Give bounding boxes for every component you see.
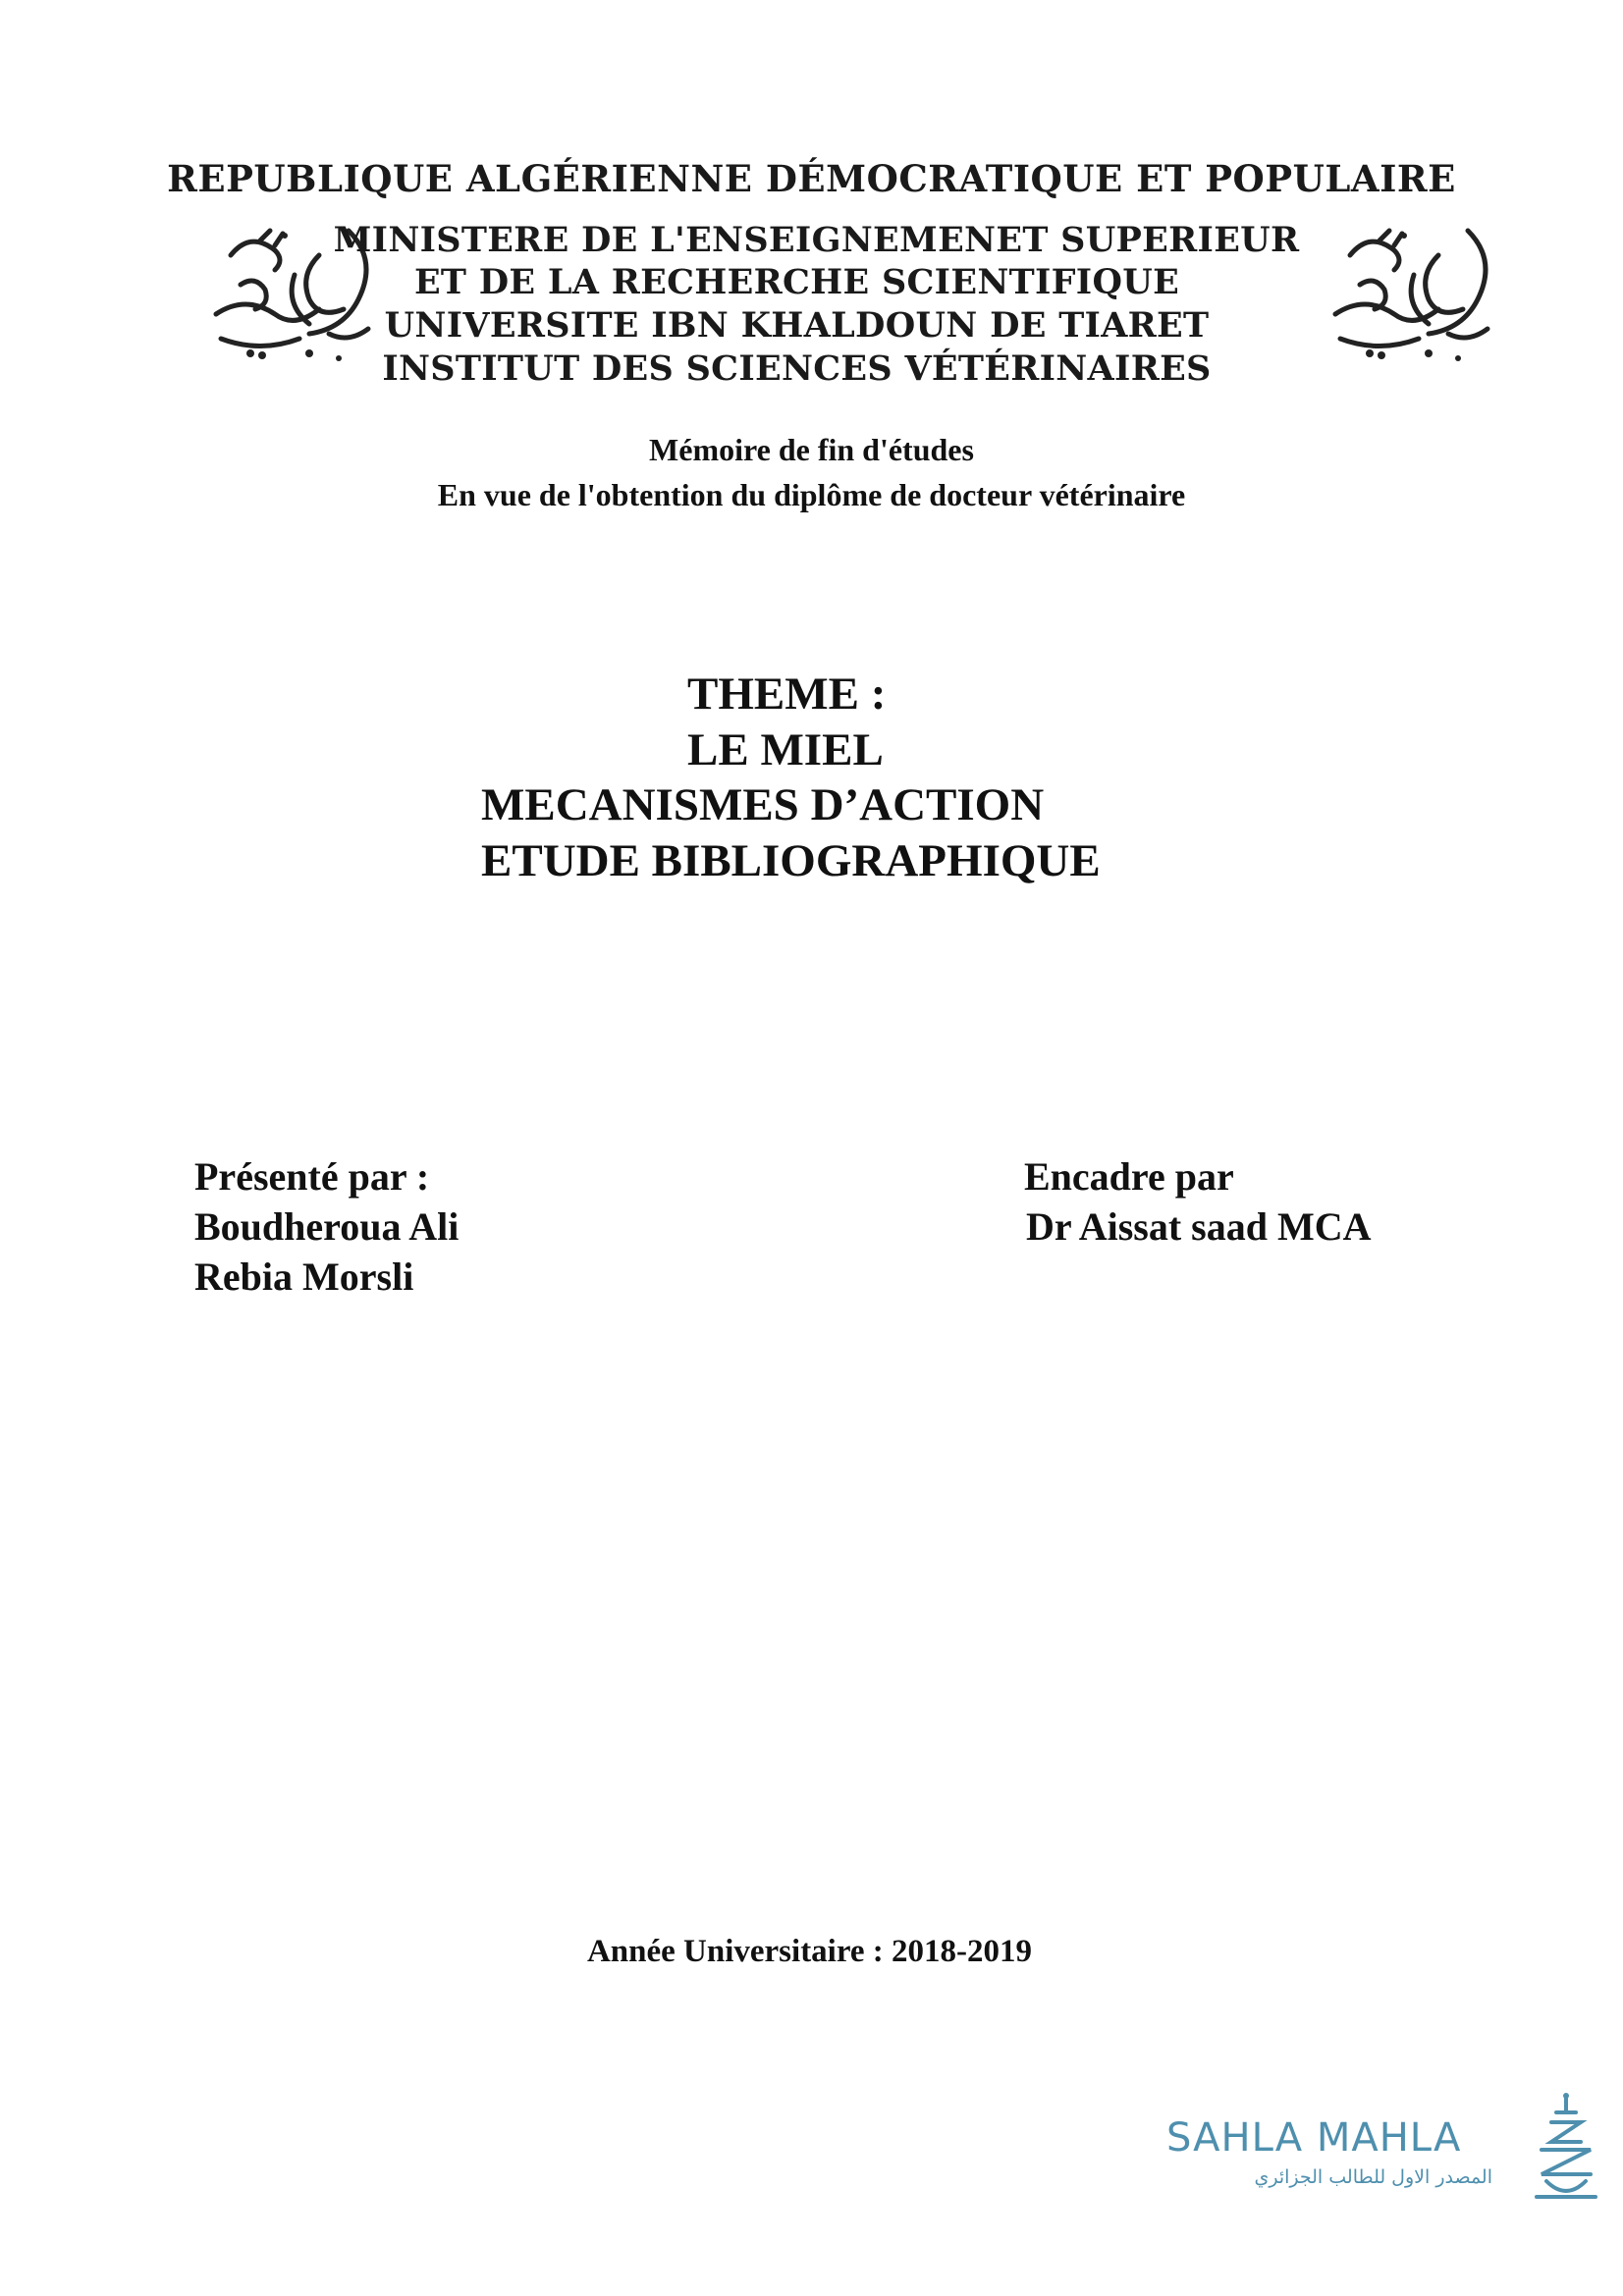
theme-title-line-2: MECANISMES D’ACTION <box>481 779 1045 830</box>
academic-year: Année Universitaire : 2018-2019 <box>586 1934 1033 1969</box>
presented-by-label: Présenté par : <box>194 1154 430 1199</box>
thesis-type: Mémoire de fin d'études <box>649 432 974 467</box>
thesis-purpose: En vue de l'obtention du diplôme de docteur vétérinaire <box>437 477 1186 512</box>
watermark-logo-icon <box>1527 2091 1605 2209</box>
author-name-1: Boudheroua Ali <box>194 1204 460 1249</box>
supervisor-name: Dr Aissat saad MCA <box>1026 1204 1372 1249</box>
watermark-tagline: المصدر الاول للطالب الجزائري <box>1254 2166 1492 2188</box>
republic-title: REPUBLIQUE ALGÉRIENNE DÉMOCRATIQUE ET POPULAIRE <box>167 157 1456 200</box>
ministry-line-4: INSTITUT DES SCIENCES VÉTÉRINAIRES <box>382 348 1212 389</box>
watermark-brand: SAHLA MAHLA <box>1166 2115 1462 2161</box>
theme-title-line-1: LE MIEL <box>687 724 884 775</box>
ministry-line-1: MINISTERE DE L'ENSEIGNEMENET SUPERIEUR <box>333 220 1300 260</box>
author-name-2: Rebia Morsli <box>194 1255 414 1299</box>
ministry-line-2: ET DE LA RECHERCHE SCIENTIFIQUE <box>413 262 1180 302</box>
theme-title-line-3: ETUDE BIBLIOGRAPHIQUE <box>481 835 1101 886</box>
theme-label: THEME : <box>687 668 887 720</box>
supervised-by-label: Encadre par <box>1024 1154 1234 1199</box>
ministry-line-3: UNIVERSITE IBN KHALDOUN DE TIARET <box>384 305 1210 346</box>
